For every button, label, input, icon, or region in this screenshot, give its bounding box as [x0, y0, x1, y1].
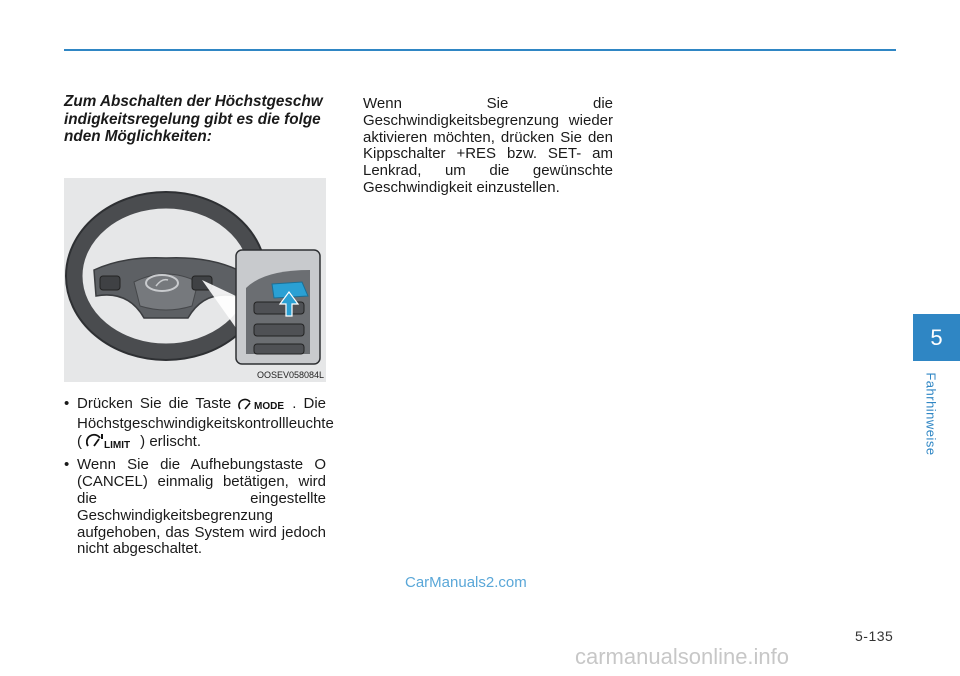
bullet-text: ) erlischt.: [140, 432, 202, 450]
mode-label: MODE: [254, 401, 285, 411]
chapter-label: [924, 366, 938, 462]
steering-wheel-figure: [64, 178, 326, 382]
bullet-list: [64, 395, 334, 562]
bullet-item: • Wenn Sie die Aufhebungstaste O (CANCEL) einmalig betätigen, wird die eingestellte Geschwindigkeitsbegrenzung aufgehoben, das System wird jedoch nicht abgeschaltet.: [64, 457, 326, 558]
speed-limiter-mode-icon: [238, 397, 292, 416]
steering-wheel-illustration: [64, 178, 326, 382]
chapter-number-tab: 5: [913, 314, 960, 361]
bullet-text: Drücken Sie die Taste: [77, 395, 232, 412]
limit-label: LIMIT: [104, 439, 131, 449]
figure-code: OOSEV058084L: [256, 370, 324, 380]
speed-limit-indicator-icon: [86, 433, 140, 454]
top-rule: [64, 49, 896, 51]
page-number: 5-135: [855, 628, 894, 644]
section-heading: Zum Abschalten der Höchstgeschwindigkeitsregelung gibt es die folgenden Möglichkeiten:: [64, 93, 323, 145]
bullet-item: [64, 395, 334, 453]
chapter-label-text: Fahrhinweise: [923, 372, 939, 456]
reactivation-text: Wenn Sie die Geschwindigkeitsbegrenzung wieder aktivieren möchten, drücken Sie den Kippschalter +RES bzw. SET- am Lenkrad, um die gewünschte Geschwindigkeit einzustellen.: [363, 95, 613, 196]
bullet-text: . Die Höchstgeschwindigkeitskontrollleuchte (: [77, 395, 334, 450]
right-column: [363, 96, 613, 197]
left-column: [64, 93, 326, 146]
footer-watermark: carmanualsonline.info: [575, 644, 790, 669]
watermark-link[interactable]: CarManuals2.com: [405, 574, 527, 591]
